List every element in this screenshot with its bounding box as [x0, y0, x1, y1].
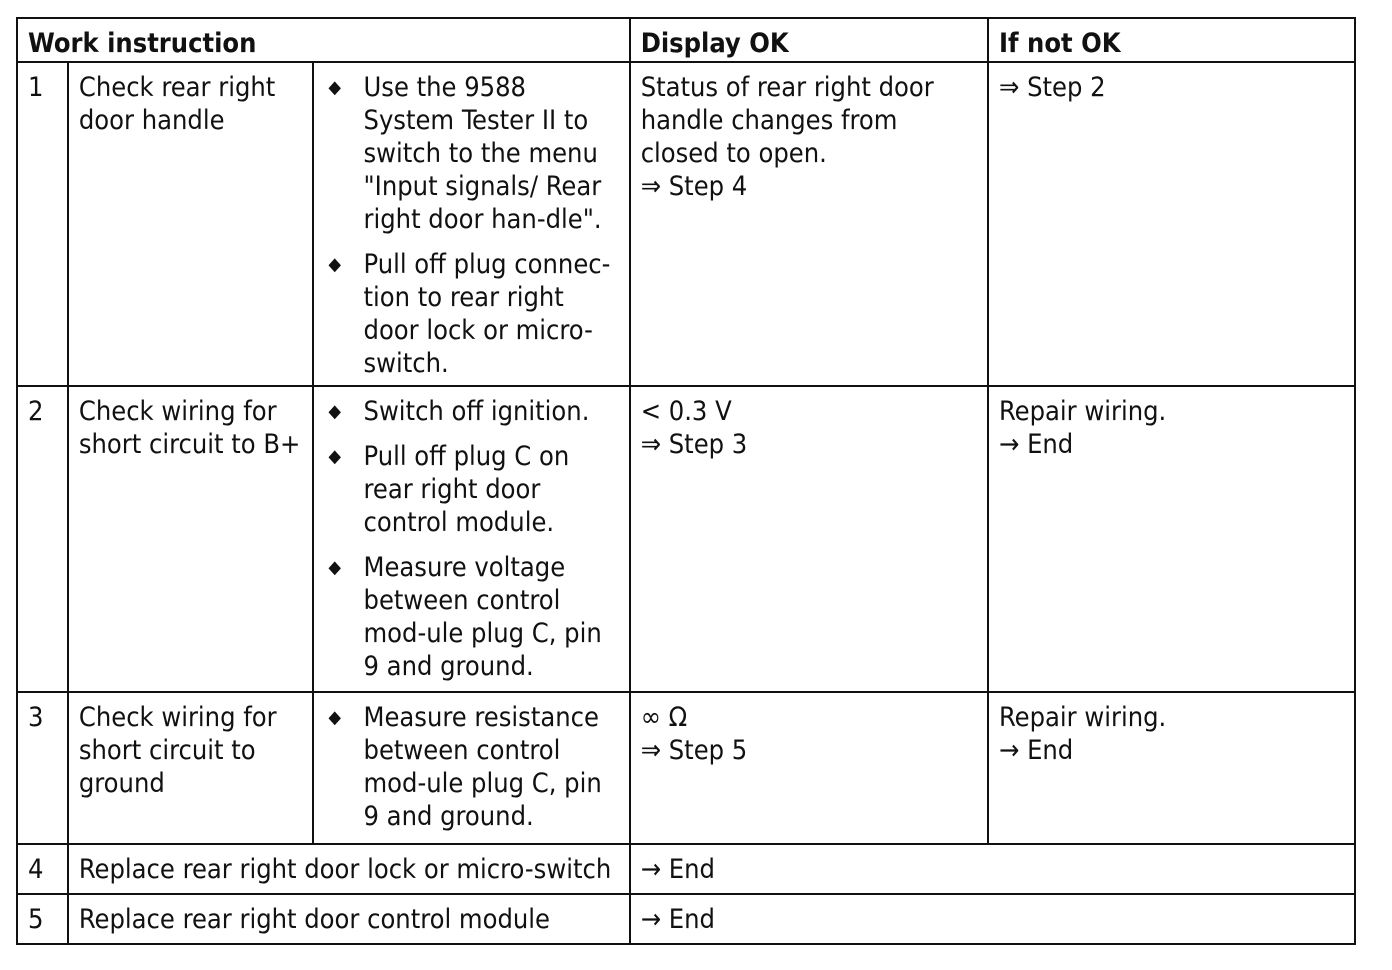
if-not-ok-cell — [988, 62, 1355, 386]
instruction-text: Replace rear right door control module — [68, 894, 630, 944]
table-row — [17, 844, 1355, 894]
result-text: → End — [630, 894, 1355, 944]
procedure-cell — [313, 386, 630, 692]
table-row — [17, 386, 1355, 692]
display-ok-cell — [630, 62, 988, 386]
list-item — [324, 551, 619, 683]
diamond-bullet-icon: ◆ — [328, 401, 341, 422]
diamond-bullet-icon: ◆ — [328, 77, 341, 98]
display-ok-cell — [630, 692, 988, 844]
table-row — [17, 894, 1355, 944]
step-number: 2 — [17, 386, 68, 692]
if-not-ok-text: Repair wiring. — [999, 396, 1167, 427]
step-number: 4 — [17, 844, 68, 894]
result-text: → End — [630, 844, 1355, 894]
procedure-step: Use the 9588 System Tester II to switch to the menu "Input signals/ Rear right door han-dle". — [363, 72, 602, 235]
diamond-bullet-icon: ◆ — [328, 707, 341, 728]
check-description: Check wiring for short circuit to ground — [68, 692, 313, 844]
diamond-bullet-icon: ◆ — [328, 254, 341, 275]
check-description: Check wiring for short circuit to B+ — [68, 386, 313, 692]
procedure-step: Pull off plug C on rear right door control module. — [363, 441, 570, 538]
header-display-ok: Display OK — [630, 18, 988, 62]
display-ok-next-step: ⇒ Step 5 — [640, 735, 748, 766]
list-item — [324, 701, 619, 833]
procedure-step: Switch off ignition. — [363, 396, 590, 427]
list-item — [324, 440, 619, 539]
procedure-step: Pull off plug connec-tion to rear right door lock or micro-switch. — [363, 249, 611, 379]
procedure-step: Measure voltage between control mod-ule plug C, pin 9 and ground. — [363, 552, 602, 682]
step-number: 5 — [17, 894, 68, 944]
list-item — [324, 395, 619, 428]
step-number: 3 — [17, 692, 68, 844]
diamond-bullet-icon: ◆ — [328, 446, 341, 467]
if-not-ok-next-step: → End — [999, 735, 1074, 766]
table-row — [17, 692, 1355, 844]
check-description: Check rear right door handle — [68, 62, 313, 386]
if-not-ok-cell — [988, 692, 1355, 844]
work-instruction-table — [16, 17, 1356, 945]
if-not-ok-text: Repair wiring. — [999, 702, 1167, 733]
step-number: 1 — [17, 62, 68, 386]
procedure-cell — [313, 692, 630, 844]
instruction-text: Replace rear right door lock or micro-switch — [68, 844, 630, 894]
procedure-cell — [313, 62, 630, 386]
header-if-not-ok: If not OK — [988, 18, 1355, 62]
table-header-row — [17, 18, 1355, 62]
display-ok-cell — [630, 386, 988, 692]
display-ok-next-step: ⇒ Step 4 — [640, 171, 748, 202]
diamond-bullet-icon: ◆ — [328, 557, 341, 578]
procedure-step: Measure resistance between control mod-ule plug C, pin 9 and ground. — [363, 702, 602, 832]
display-ok-text: < 0.3 V — [640, 396, 732, 427]
table-row — [17, 62, 1355, 386]
list-item — [324, 71, 619, 236]
display-ok-text: ∞ Ω — [640, 702, 688, 733]
header-work-instruction: Work instruction — [17, 18, 630, 62]
if-not-ok-next-step: → End — [999, 429, 1074, 460]
if-not-ok-cell — [988, 386, 1355, 692]
display-ok-text: Status of rear right door handle changes from closed to open. — [640, 72, 934, 169]
display-ok-next-step: ⇒ Step 3 — [640, 429, 748, 460]
list-item — [324, 248, 619, 380]
if-not-ok-next-step: ⇒ Step 2 — [999, 72, 1106, 103]
